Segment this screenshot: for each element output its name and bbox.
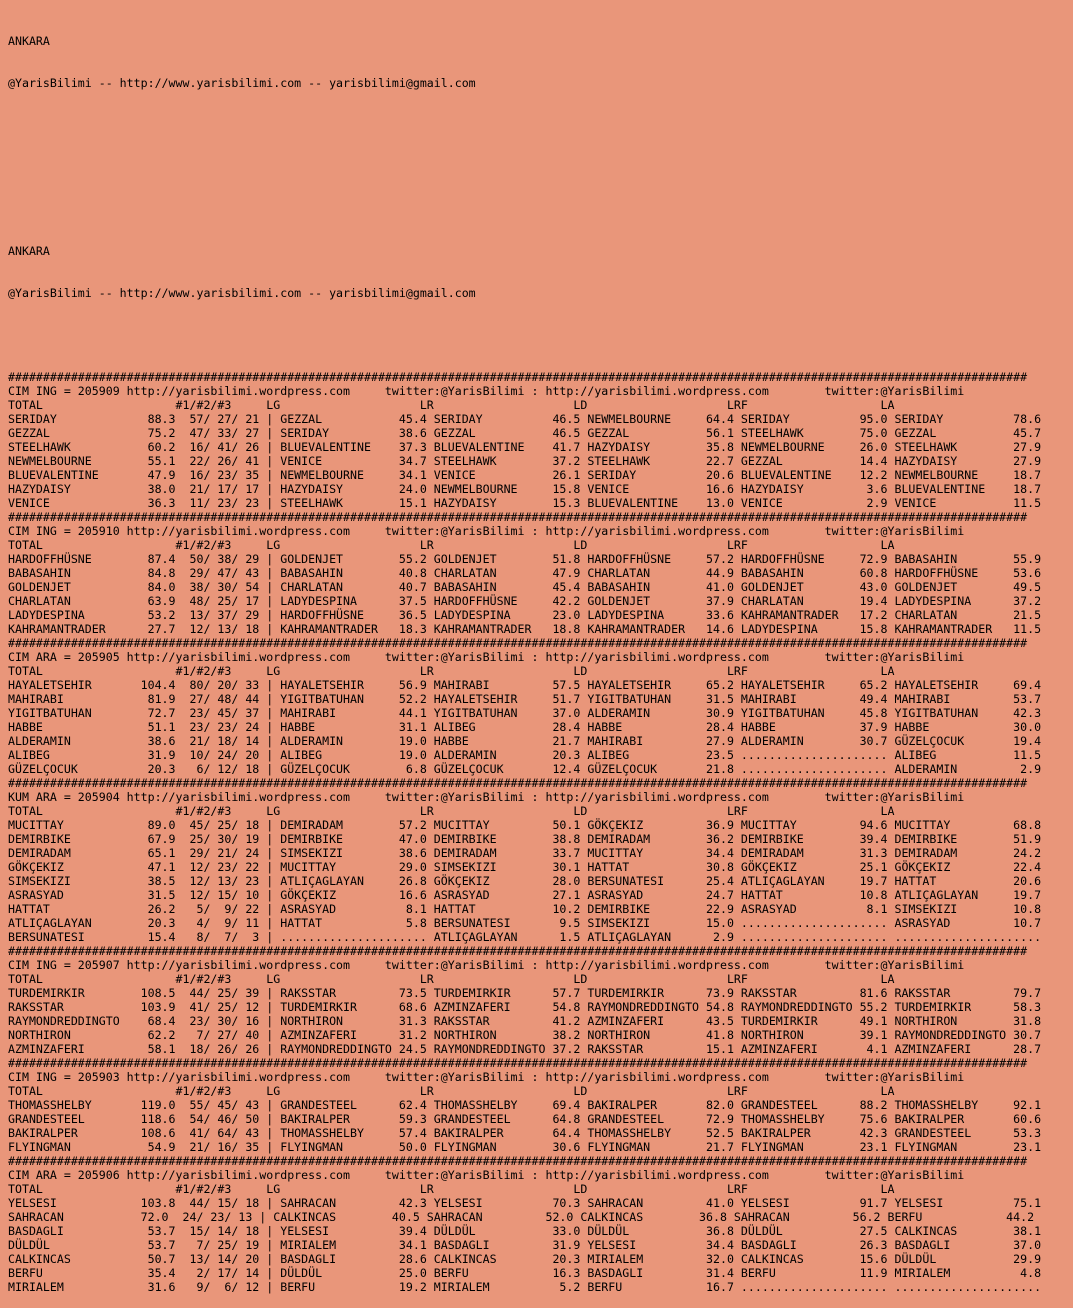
column-headers: TOTAL #1/#2/#3 LG LR LD LRF LA — [8, 1182, 895, 1196]
table-row: NEWMELBOURNE 55.1 22/ 26/ 41 | VENICE 34.7 STEELHAWK 37.2 STEELHAWK 22.7 GEZZAL 14.4 HAZYDAISY 27.9 — [8, 454, 1042, 468]
column-headers: TOTAL #1/#2/#3 LG LR LD LRF LA — [8, 804, 895, 818]
separator-line: ################################################################################################################################################## — [8, 776, 1028, 790]
table-row: MIRIALEM 31.6 9/ 6/ 12 | BERFU 19.2 MIRIALEM 5.2 BERFU 16.7 ..................... ..................... — [8, 1280, 1042, 1294]
race-tables — [8, 370, 1073, 1294]
table-row: AZMINZAFERI 58.1 18/ 26/ 26 | RAYMONDREDDINGTO 24.5 RAYMONDREDDINGTO 37.2 RAKSSTAR 15.1 AZMINZAFERI 4.1 AZMINZAFERI 28.7 — [8, 1042, 1042, 1056]
table-row: SIMSEKIZI 38.5 12/ 13/ 23 | ATLIÇAGLAYAN 26.8 GÖKÇEKIZ 28.0 BERSUNATESI 25.4 ATLIÇAGLAYAN 19.7 HATTAT 20.6 — [8, 874, 1042, 888]
table-row: HARDOFFHÜSNE 87.4 50/ 38/ 29 | GOLDENJET 55.2 GOLDENJET 51.8 HARDOFFHÜSNE 57.2 HARDOFFHÜSNE 72.9 BABASAHIN 55.9 — [8, 552, 1042, 566]
table-row: HAYALETSEHIR 104.4 80/ 20/ 33 | HAYALETSEHIR 56.9 MAHIRABI 57.5 HAYALETSEHIR 65.2 HAYALETSEHIR 65.2 HAYALETSEHIR 69.4 — [8, 678, 1042, 692]
separator-line: ################################################################################################################################################## — [8, 1056, 1028, 1070]
race-title: CIM ING = 205910 http://yarisbilimi.wordpress.com twitter:@YarisBilimi : http://yarisbilimi.wordpress.com twitter:@YarisBilimi — [8, 524, 965, 538]
table-row: BERFU 35.4 2/ 17/ 14 | DÜLDÜL 25.0 BERFU 16.3 BASDAGLI 31.4 BERFU 11.9 MIRIALEM 4.8 — [8, 1266, 1042, 1280]
table-row: YELSESI 103.8 44/ 15/ 18 | SAHRACAN 42.3 YELSESI 70.3 SAHRACAN 41.0 YELSESI 91.7 YELSESI 75.1 — [8, 1196, 1042, 1210]
table-row: SAHRACAN 72.0 24/ 23/ 13 | CALKINCAS 40.5 SAHRACAN 52.0 CALKINCAS 36.8 SAHRACAN 56.2 BERFU 44.2 — [8, 1210, 1035, 1224]
table-row: DÜLDÜL 53.7 7/ 25/ 19 | MIRIALEM 34.1 BASDAGLI 31.9 YELSESI 34.4 BASDAGLI 26.3 BASDAGLI 37.0 — [8, 1238, 1042, 1252]
race-title: CIM ING = 205909 http://yarisbilimi.wordpress.com twitter:@YarisBilimi : http://yarisbilimi.wordpress.com twitter:@YarisBilimi — [8, 384, 965, 398]
table-row: CHARLATAN 63.9 48/ 25/ 17 | LADYDESPINA 37.5 HARDOFFHÜSNE 42.2 GOLDENJET 37.9 CHARLATAN 19.4 LADYDESPINA 37.2 — [8, 594, 1042, 608]
table-row: GÖKÇEKIZ 47.1 12/ 23/ 22 | MUCITTAY 29.0 SIMSEKIZI 30.1 HATTAT 30.8 GÖKÇEKIZ 25.1 GÖKÇEKIZ 22.4 — [8, 860, 1042, 874]
doc-contact-repeat: @YarisBilimi -- http://www.yarisbilimi.com -- yarisbilimi@gmail.com — [8, 286, 476, 300]
table-row: SERIDAY 88.3 57/ 27/ 21 | GEZZAL 45.4 SERIDAY 46.5 NEWMELBOURNE 64.4 SERIDAY 95.0 SERIDAY 78.6 — [8, 412, 1042, 426]
column-headers: TOTAL #1/#2/#3 LG LR LD LRF LA — [8, 1084, 895, 1098]
table-row: THOMASSHELBY 119.0 55/ 45/ 43 | GRANDESTEEL 62.4 THOMASSHELBY 69.4 BAKIRALPER 82.0 GRANDESTEEL 88.2 THOMASSHELBY 92.1 — [8, 1098, 1042, 1112]
race-title: CIM ING = 205903 http://yarisbilimi.wordpress.com twitter:@YarisBilimi : http://yarisbilimi.wordpress.com twitter:@YarisBilimi — [8, 1070, 965, 1084]
table-row: KAHRAMANTRADER 27.7 12/ 13/ 18 | KAHRAMANTRADER 18.3 KAHRAMANTRADER 18.8 KAHRAMANTRADER 14.6 LADYDESPINA 15.8 KAHRAMANTRADER 11.5 — [8, 622, 1042, 636]
table-row: MAHIRABI 81.9 27/ 48/ 44 | YIGITBATUHAN 52.2 HAYALETSEHIR 51.7 YIGITBATUHAN 31.5 MAHIRABI 49.4 MAHIRABI 53.7 — [8, 692, 1042, 706]
column-headers: TOTAL #1/#2/#3 LG LR LD LRF LA — [8, 538, 895, 552]
table-row: GOLDENJET 84.0 38/ 30/ 54 | CHARLATAN 40.7 BABASAHIN 45.4 BABASAHIN 41.0 GOLDENJET 43.0 GOLDENJET 49.5 — [8, 580, 1042, 594]
table-row: FLYINGMAN 54.9 21/ 16/ 35 | FLYINGMAN 50.0 FLYINGMAN 30.6 FLYINGMAN 21.7 FLYINGMAN 23.1 FLYINGMAN 23.1 — [8, 1140, 1042, 1154]
doc-title-repeat: ANKARA — [8, 244, 50, 258]
table-row: HAZYDAISY 38.0 21/ 17/ 17 | HAZYDAISY 24.0 NEWMELBOURNE 15.8 VENICE 16.6 HAZYDAISY 3.6 BLUEVALENTINE 18.7 — [8, 482, 1042, 496]
table-row: BASDAGLI 53.7 15/ 14/ 18 | YELSESI 39.4 DÜLDÜL 33.0 DÜLDÜL 36.8 DÜLDÜL 27.5 CALKINCAS 38.1 — [8, 1224, 1042, 1238]
column-headers: TOTAL #1/#2/#3 LG LR LD LRF LA — [8, 664, 895, 678]
separator-line: ################################################################################################################################################## — [8, 944, 1028, 958]
table-row: NORTHIRON 62.2 7/ 27/ 40 | AZMINZAFERI 31.2 NORTHIRON 38.2 NORTHIRON 41.8 NORTHIRON 39.1 RAYMONDREDDINGTO 30.7 — [8, 1028, 1042, 1042]
table-row: YIGITBATUHAN 72.7 23/ 45/ 37 | MAHIRABI 44.1 YIGITBATUHAN 37.0 ALDERAMIN 30.9 YIGITBATUHAN 45.8 YIGITBATUHAN 42.3 — [8, 706, 1042, 720]
table-row: DEMIRBIKE 67.9 25/ 30/ 19 | DEMIRBIKE 47.0 DEMIRBIKE 38.8 DEMIRADAM 36.2 DEMIRBIKE 39.4 DEMIRBIKE 51.9 — [8, 832, 1042, 846]
separator-line: ################################################################################################################################################## — [8, 510, 1028, 524]
table-row: DEMIRADAM 65.1 29/ 21/ 24 | SIMSEKIZI 38.6 DEMIRADAM 33.7 MUCITTAY 34.4 DEMIRADAM 31.3 DEMIRADAM 24.2 — [8, 846, 1042, 860]
blank-line — [8, 118, 1073, 132]
doc-title: ANKARA — [8, 34, 50, 48]
table-row: ASRASYAD 31.5 12/ 15/ 10 | GÖKÇEKIZ 16.6 ASRASYAD 27.1 ASRASYAD 24.7 HATTAT 10.8 ATLIÇAGLAYAN 19.7 — [8, 888, 1042, 902]
column-headers: TOTAL #1/#2/#3 LG LR LD LRF LA — [8, 398, 895, 412]
table-row: GRANDESTEEL 118.6 54/ 46/ 50 | BAKIRALPER 59.3 GRANDESTEEL 64.8 GRANDESTEEL 72.9 THOMASSHELBY 75.6 BAKIRALPER 60.6 — [8, 1112, 1042, 1126]
table-row: ATLIÇAGLAYAN 20.3 4/ 9/ 11 | HATTAT 5.8 BERSUNATESI 9.5 SIMSEKIZI 15.0 ..................... ASRASYAD 10.7 — [8, 916, 1042, 930]
blank-line — [8, 328, 1073, 342]
table-row: CALKINCAS 50.7 13/ 14/ 20 | BASDAGLI 28.6 CALKINCAS 20.3 MIRIALEM 32.0 CALKINCAS 15.6 DÜLDÜL 29.9 — [8, 1252, 1042, 1266]
race-title: KUM ARA = 205904 http://yarisbilimi.wordpress.com twitter:@YarisBilimi : http://yarisbilimi.wordpress.com twitter:@YarisBilimi — [8, 790, 965, 804]
blank-line — [8, 202, 1073, 216]
table-row: VENICE 36.3 11/ 23/ 23 | STEELHAWK 15.1 HAZYDAISY 15.3 BLUEVALENTINE 13.0 VENICE 2.9 VENICE 11.5 — [8, 496, 1042, 510]
separator-line: ################################################################################################################################################## — [8, 1154, 1028, 1168]
table-row: MUCITTAY 89.0 45/ 25/ 18 | DEMIRADAM 57.2 MUCITTAY 50.1 GÖKÇEKIZ 36.9 MUCITTAY 94.6 MUCITTAY 68.8 — [8, 818, 1042, 832]
table-row: RAKSSTAR 103.9 41/ 25/ 12 | TURDEMIRKIR 68.6 AZMINZAFERI 54.8 RAYMONDREDDINGTO 54.8 RAYMONDREDDINGTO 55.2 TURDEMIRKIR 58.3 — [8, 1000, 1042, 1014]
table-row: BERSUNATESI 15.4 8/ 7/ 3 | ..................... ATLIÇAGLAYAN 1.5 ATLIÇAGLAYAN 2.9 ..................... ..................... — [8, 930, 1042, 944]
table-row: RAYMONDREDDINGTO 68.4 23/ 30/ 16 | NORTHIRON 31.3 RAKSSTAR 41.2 AZMINZAFERI 43.5 TURDEMIRKIR 49.1 NORTHIRON 31.8 — [8, 1014, 1042, 1028]
column-headers: TOTAL #1/#2/#3 LG LR LD LRF LA — [8, 972, 895, 986]
table-row: BABASAHIN 84.8 29/ 47/ 43 | BABASAHIN 40.8 CHARLATAN 47.9 CHARLATAN 44.9 BABASAHIN 60.8 HARDOFFHÜSNE 53.6 — [8, 566, 1042, 580]
table-row: BAKIRALPER 108.6 41/ 64/ 43 | THOMASSHELBY 57.4 BAKIRALPER 64.4 THOMASSHELBY 52.5 BAKIRALPER 42.3 GRANDESTEEL 53.3 — [8, 1126, 1042, 1140]
race-title: CIM ING = 205907 http://yarisbilimi.wordpress.com twitter:@YarisBilimi : http://yarisbilimi.wordpress.com twitter:@YarisBilimi — [8, 958, 965, 972]
table-row: ALIBEG 31.9 10/ 24/ 20 | ALIBEG 19.0 ALDERAMIN 20.3 ALIBEG 23.5 ..................... ALIBEG 11.5 — [8, 748, 1042, 762]
table-row: ALDERAMIN 38.6 21/ 18/ 14 | ALDERAMIN 19.0 HABBE 21.7 MAHIRABI 27.9 ALDERAMIN 30.7 GÜZELÇOCUK 19.4 — [8, 734, 1042, 748]
table-row: HABBE 51.1 23/ 23/ 24 | HABBE 31.1 ALIBEG 28.4 HABBE 28.4 HABBE 37.9 HABBE 30.0 — [8, 720, 1042, 734]
table-row: TURDEMIRKIR 108.5 44/ 25/ 39 | RAKSSTAR 73.5 TURDEMIRKIR 57.7 TURDEMIRKIR 73.9 RAKSSTAR 81.6 RAKSSTAR 79.7 — [8, 986, 1042, 1000]
separator-line: ################################################################################################################################################## — [8, 636, 1028, 650]
table-row: GEZZAL 75.2 47/ 33/ 27 | SERIDAY 38.6 GEZZAL 46.5 GEZZAL 56.1 STEELHAWK 75.0 GEZZAL 45.7 — [8, 426, 1042, 440]
race-title: CIM ARA = 205906 http://yarisbilimi.wordpress.com twitter:@YarisBilimi : http://yarisbilimi.wordpress.com twitter:@YarisBilimi — [8, 1168, 965, 1182]
table-row: GÜZELÇOCUK 20.3 6/ 12/ 18 | GÜZELÇOCUK 6.8 GÜZELÇOCUK 12.4 GÜZELÇOCUK 21.8 ..................... ALDERAMIN 2.9 — [8, 762, 1042, 776]
blank-line — [8, 160, 1073, 174]
table-row: STEELHAWK 60.2 16/ 41/ 26 | BLUEVALENTINE 37.3 BLUEVALENTINE 41.7 HAZYDAISY 35.8 NEWMELBOURNE 26.0 STEELHAWK 27.9 — [8, 440, 1042, 454]
separator-line: ################################################################################################################################################## — [8, 370, 1028, 384]
doc-contact: @YarisBilimi -- http://www.yarisbilimi.com -- yarisbilimi@gmail.com — [8, 76, 476, 90]
race-title: CIM ARA = 205905 http://yarisbilimi.wordpress.com twitter:@YarisBilimi : http://yarisbilimi.wordpress.com twitter:@YarisBilimi — [8, 650, 965, 664]
table-row: LADYDESPINA 53.2 13/ 37/ 29 | HARDOFFHÜSNE 36.5 LADYDESPINA 23.0 LADYDESPINA 33.6 KAHRAMANTRADER 17.2 CHARLATAN 21.5 — [8, 608, 1042, 622]
table-row: BLUEVALENTINE 47.9 16/ 23/ 35 | NEWMELBOURNE 34.1 VENICE 26.1 SERIDAY 20.6 BLUEVALENTINE 12.2 NEWMELBOURNE 18.7 — [8, 468, 1042, 482]
table-row: HATTAT 26.2 5/ 9/ 22 | ASRASYAD 8.1 HATTAT 10.2 DEMIRBIKE 22.9 ASRASYAD 8.1 SIMSEKIZI 10.8 — [8, 902, 1042, 916]
